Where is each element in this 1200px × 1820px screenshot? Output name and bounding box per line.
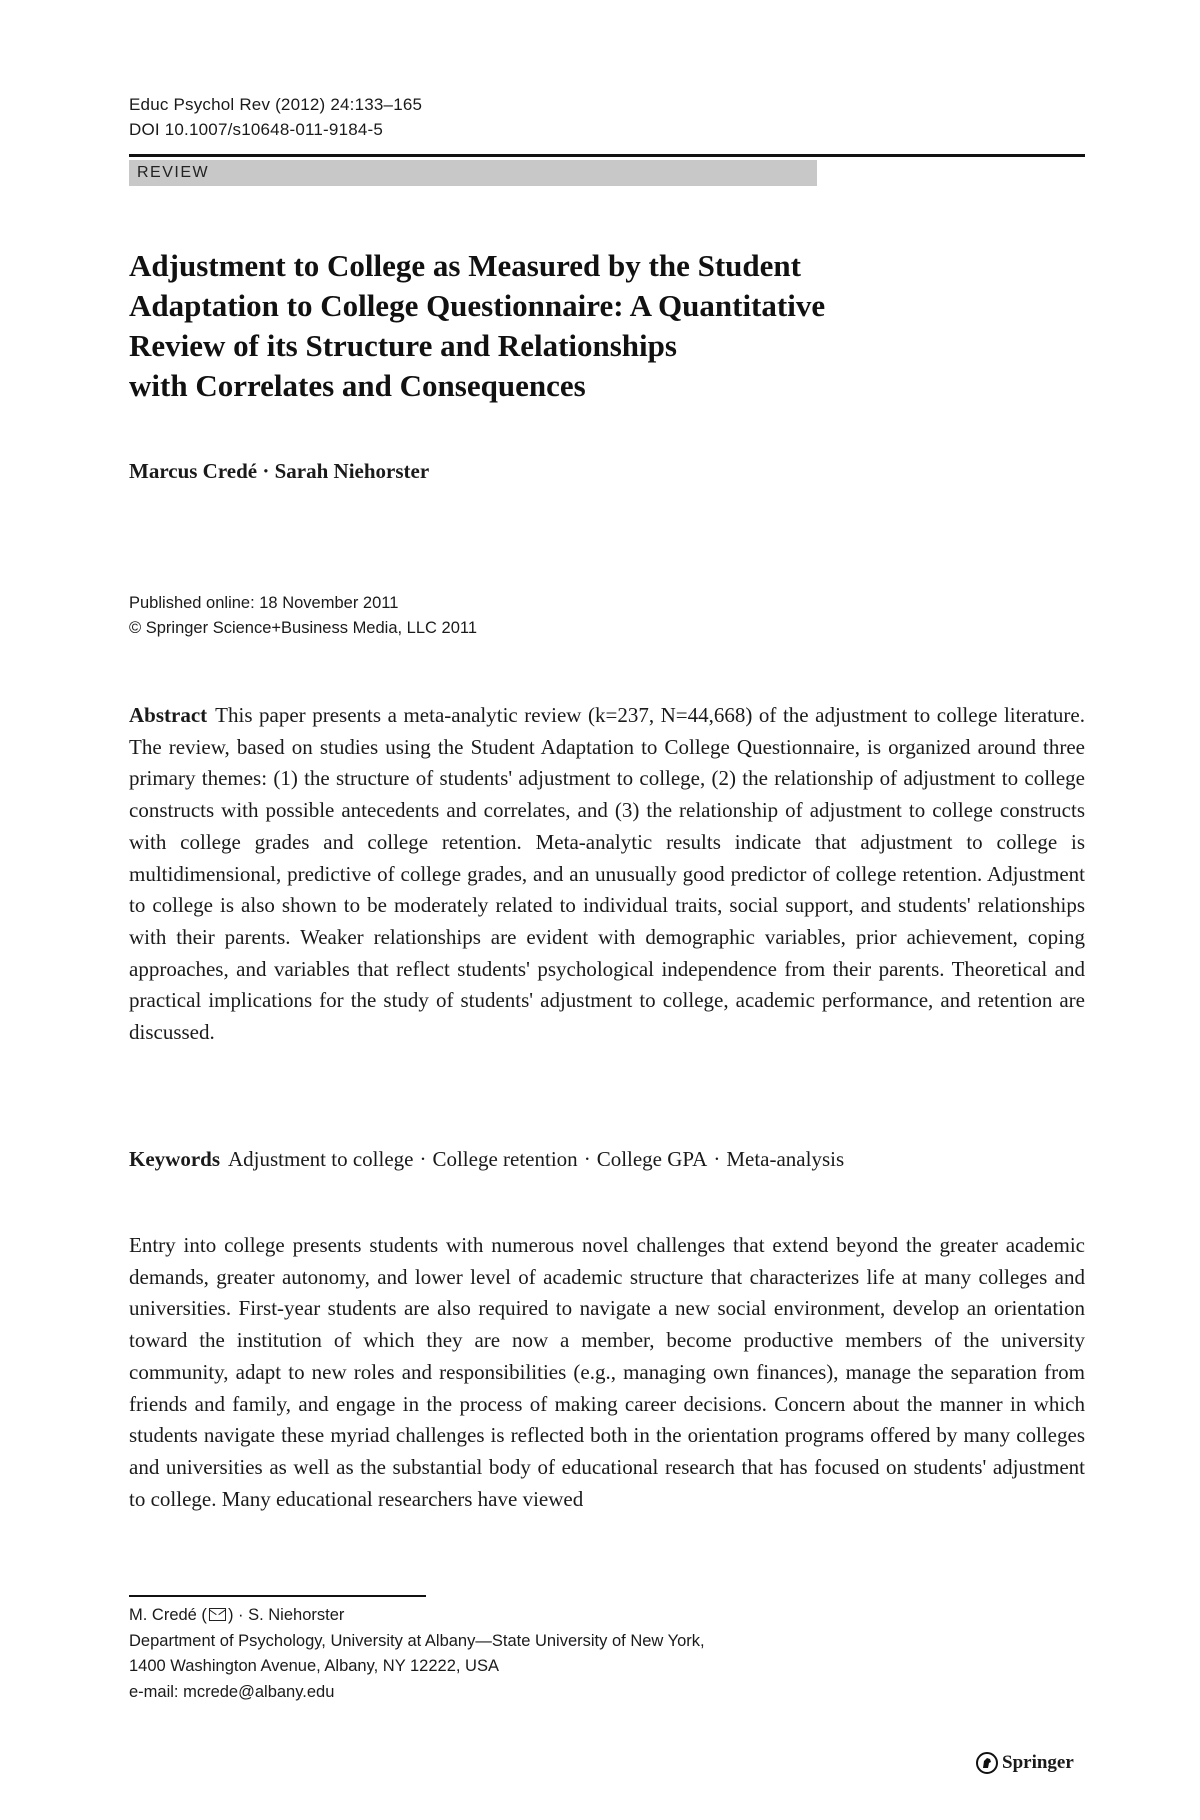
- publication-info: [129, 591, 477, 641]
- keyword: Adjustment to college: [228, 1147, 414, 1171]
- copyright: © Springer Science+Business Media, LLC 2011: [129, 619, 478, 637]
- publisher-name: Springer: [1002, 1752, 1074, 1773]
- springer-logo: [976, 1752, 1074, 1774]
- keyword-separator: ·: [713, 1147, 721, 1171]
- keyword-separator: ·: [419, 1147, 427, 1171]
- title-line: Review of its Structure and Relationships: [129, 328, 677, 363]
- footnote-rule: [129, 1595, 426, 1597]
- authors: Marcus Credé · Sarah Niehorster: [129, 459, 430, 483]
- footnote-author-a: M. Credé (: [129, 1606, 207, 1624]
- envelope-icon: [209, 1608, 226, 1621]
- footnote-affiliation: Department of Psychology, University at Albany—State University of New York,: [129, 1631, 705, 1650]
- keyword: College retention: [432, 1147, 578, 1171]
- abstract: [129, 700, 1085, 1049]
- footnote-author-b: ) · S. Niehorster: [227, 1606, 345, 1624]
- published-date: Published online: 18 November 2011: [129, 594, 399, 612]
- title-line: with Correlates and Consequences: [129, 368, 586, 403]
- footnote-address: 1400 Washington Avenue, Albany, NY 12222, USA: [129, 1657, 499, 1675]
- footnote-authors: [129, 1603, 705, 1629]
- abstract-label: Abstract: [129, 703, 208, 727]
- section-label: REVIEW: [129, 160, 817, 186]
- keywords-label: Keywords: [129, 1147, 220, 1171]
- article-title: [129, 246, 1029, 406]
- body-paragraph: Entry into college presents students with numerous novel challenges that extend beyond the greater academic demands, greater autonomy, and lower level of academic structure that characterizes life at many colleges and universities. First-year students are also required to navigate a new social environment, develop an orientation toward the institution of which they are now a member, become productive members of the university community, adapt to new roles and responsibilities (e.g., managing own finances), manage the separation from friends and family, and engage in the process of making career decisions. Concern about the manner in which students navigate these myriad challenges is reflected both in the orientation programs offered by many colleges and universities as well as the substantial body of educational research that has focused on students' adjustment to college. Many educational researchers have viewed: [129, 1233, 1085, 1511]
- author-footnote: [129, 1603, 705, 1705]
- keyword-separator: ·: [583, 1147, 591, 1171]
- title-line: Adjustment to College as Measured by the Student: [129, 248, 801, 283]
- journal-header: [129, 92, 422, 142]
- title-line: Adaptation to College Questionnaire: A Quantitative: [129, 288, 826, 323]
- abstract-text: This paper presents a meta-analytic review (k=237, N=44,668) of the adjustment to college literature. The review, based on studies using the Student Adaptation to College Questionnaire, is organized around three primary themes: (1) the structure of students' adjustment to college, (2) the relationship of adjustment to college constructs with possible antecedents and correlates, and (3) the relationship of adjustment to college constructs with college grades and college retention. Meta-analytic results indicate that adjustment to college is multidimensional, predictive of college grades, and an unusually good predictor of college retention. Adjustment to college is also shown to be moderately related to individual traits, social support, and students' relationships with their parents. Weaker relationships are evident with demographic variables, prior achievement, coping approaches, and variables that reflect students' psychological independence from their parents. Theoretical and practical implications for the study of students' adjustment to college, academic performance, and retention are discussed.: [129, 703, 1085, 1045]
- header-rule: [129, 154, 1085, 157]
- doi: DOI 10.1007/s10648-011-9184-5: [129, 120, 384, 139]
- footnote-email[interactable]: e-mail: mcrede@albany.edu: [129, 1682, 335, 1701]
- springer-horse-icon: [976, 1752, 998, 1774]
- journal-citation: Educ Psychol Rev (2012) 24:133–165: [129, 95, 423, 114]
- keyword: College GPA: [596, 1147, 708, 1171]
- keyword: Meta-analysis: [726, 1147, 845, 1171]
- keywords: [129, 1144, 1085, 1174]
